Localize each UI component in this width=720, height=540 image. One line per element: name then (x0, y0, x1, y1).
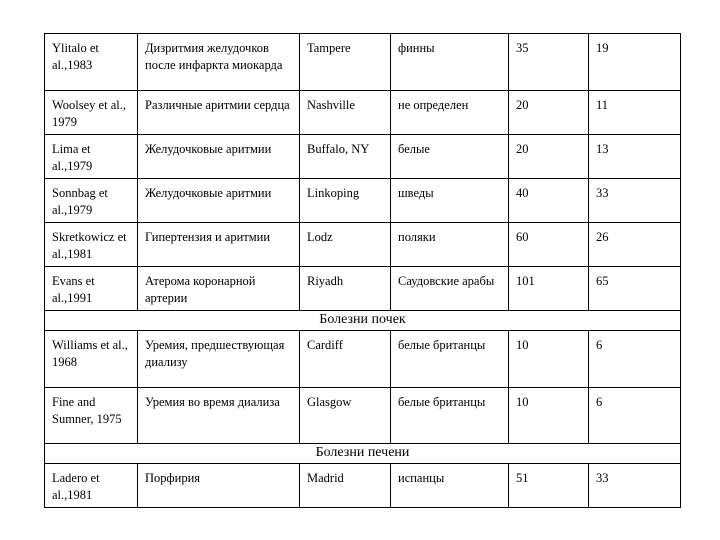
table-row (45, 34, 681, 91)
table-row (45, 223, 681, 267)
population-cell: шведы (391, 179, 509, 223)
table-row (45, 267, 681, 311)
city-cell: Nashville (300, 91, 391, 135)
count-1-cell: 10 (509, 388, 589, 444)
disease-cell: Гипертензия и аритмии (138, 223, 300, 267)
population-cell: финны (391, 34, 509, 91)
count-1-cell: 40 (509, 179, 589, 223)
disease-cell: Порфирия (138, 464, 300, 508)
section-row (45, 444, 681, 464)
disease-cell: Желудочковые аритмии (138, 179, 300, 223)
studies-table (44, 33, 681, 508)
disease-cell: Желудочковые аритмии (138, 135, 300, 179)
section-heading: Болезни печени (45, 444, 681, 464)
count-1-cell: 20 (509, 135, 589, 179)
count-1-cell: 10 (509, 331, 589, 388)
author-cell: Ladero et al.,1981 (45, 464, 138, 508)
count-2-cell: 11 (589, 91, 681, 135)
disease-cell: Различные аритмии сердца (138, 91, 300, 135)
city-cell: Cardiff (300, 331, 391, 388)
author-cell: Skretkowicz et al.,1981 (45, 223, 138, 267)
count-1-cell: 51 (509, 464, 589, 508)
population-cell: Саудовские арабы (391, 267, 509, 311)
city-cell: Riyadh (300, 267, 391, 311)
city-cell: Linkoping (300, 179, 391, 223)
population-cell: белые британцы (391, 388, 509, 444)
city-cell: Madrid (300, 464, 391, 508)
author-cell: Williams et al., 1968 (45, 331, 138, 388)
disease-cell: Уремия во время диализа (138, 388, 300, 444)
population-cell: испанцы (391, 464, 509, 508)
count-2-cell: 13 (589, 135, 681, 179)
count-1-cell: 20 (509, 91, 589, 135)
count-1-cell: 35 (509, 34, 589, 91)
population-cell: поляки (391, 223, 509, 267)
section-row (45, 311, 681, 331)
table-row (45, 91, 681, 135)
author-cell: Ylitalo et al.,1983 (45, 34, 138, 91)
population-cell: белые британцы (391, 331, 509, 388)
city-cell: Tampere (300, 34, 391, 91)
count-1-cell: 60 (509, 223, 589, 267)
city-cell: Buffalo, NY (300, 135, 391, 179)
author-cell: Evans et al.,1991 (45, 267, 138, 311)
table-body (45, 34, 681, 508)
disease-cell: Дизритмия желудочков после инфаркта миокарда (138, 34, 300, 91)
population-cell: белые (391, 135, 509, 179)
table-row (45, 179, 681, 223)
count-2-cell: 65 (589, 267, 681, 311)
city-cell: Lodz (300, 223, 391, 267)
count-2-cell: 26 (589, 223, 681, 267)
section-heading: Болезни почек (45, 311, 681, 331)
city-cell: Glasgow (300, 388, 391, 444)
count-2-cell: 6 (589, 388, 681, 444)
count-1-cell: 101 (509, 267, 589, 311)
count-2-cell: 19 (589, 34, 681, 91)
author-cell: Sonnbag et al.,1979 (45, 179, 138, 223)
table-row (45, 135, 681, 179)
author-cell: Lima et al.,1979 (45, 135, 138, 179)
author-cell: Fine and Sumner, 1975 (45, 388, 138, 444)
table-row (45, 464, 681, 508)
table-row (45, 388, 681, 444)
disease-cell: Атерома коронарной артерии (138, 267, 300, 311)
population-cell: не определен (391, 91, 509, 135)
table-row (45, 331, 681, 388)
count-2-cell: 33 (589, 179, 681, 223)
author-cell: Woolsey et al., 1979 (45, 91, 138, 135)
count-2-cell: 6 (589, 331, 681, 388)
count-2-cell: 33 (589, 464, 681, 508)
disease-cell: Уремия, предшествующая диализу (138, 331, 300, 388)
